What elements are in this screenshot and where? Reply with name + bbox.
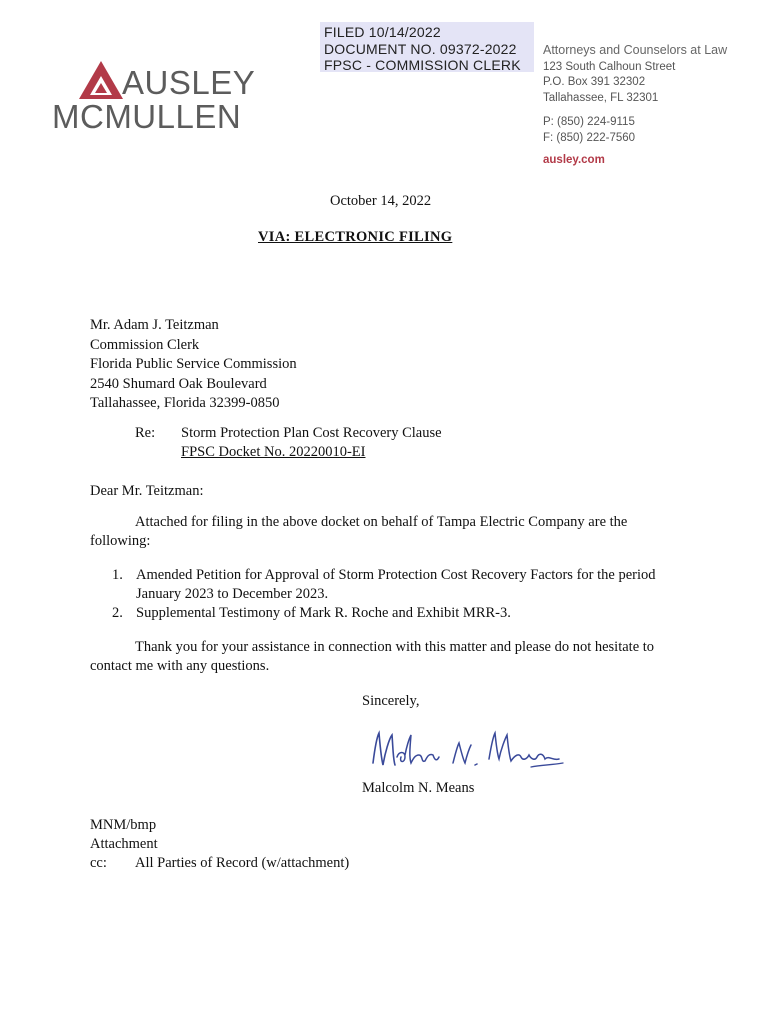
firm-website-link[interactable]: ausley.com [543, 154, 605, 166]
handwritten-signature [365, 725, 575, 777]
body-paragraph-1 [90, 513, 680, 551]
logo-word-ausley: AUSLEY [122, 64, 256, 101]
firm-tagline: Attorneys and Counselors at Law [543, 43, 728, 57]
docket-number: FPSC Docket No. 20220010-EI [181, 444, 366, 460]
logo-mark-icon [76, 60, 126, 100]
list-item-number: 1. [112, 567, 123, 583]
firm-fax: F: (850) 222-7560 [543, 131, 636, 144]
logo-word-mcmullen: MCMULLEN [52, 98, 242, 135]
recipient-line: 2540 Shumard Oak Boulevard [90, 375, 267, 392]
salutation: Dear Mr. Teitzman: [90, 483, 204, 499]
recipient-address [90, 316, 297, 414]
attachment-note: Attachment [90, 836, 158, 852]
stamp-filed-date: FILED 10/14/2022 [324, 24, 441, 40]
re-label: Re: [135, 425, 156, 441]
stamp-clerk: FPSC - COMMISSION CLERK [324, 57, 521, 73]
body-paragraph-2 [90, 638, 680, 676]
attachment-list [112, 566, 682, 623]
list-item [112, 604, 682, 623]
stamp-document-number: DOCUMENT NO. 09372-2022 [324, 40, 517, 57]
paragraph-text: Thank you for your assistance in connection with this matter and please do not hesitate to contact me with any questions. [90, 639, 655, 674]
signer-name: Malcolm N. Means [362, 780, 475, 796]
recipient-line: Tallahassee, Florida 32399-0850 [90, 395, 280, 411]
letter-date: October 14, 2022 [330, 193, 432, 209]
reference-initials [90, 816, 158, 854]
typist-initials: MNM/bmp [90, 817, 157, 833]
list-item [112, 566, 682, 604]
recipient-line: Mr. Adam J. Teitzman [90, 317, 219, 333]
firm-street: 123 South Calhoun Street [543, 60, 676, 73]
recipient-line: Florida Public Service Commission [90, 356, 297, 372]
list-item-number: 2. [112, 605, 123, 621]
re-subject [181, 424, 442, 462]
firm-city: Tallahassee, FL 32301 [543, 91, 659, 104]
firm-pobox: P.O. Box 391 32302 [543, 76, 646, 88]
recipient-line: Commission Clerk [90, 336, 200, 353]
closing: Sincerely, [362, 693, 420, 709]
firm-contact-block [543, 43, 727, 169]
firm-logo [52, 60, 262, 140]
cc-recipients: All Parties of Record (w/attachment) [135, 855, 350, 871]
paragraph-text: Attached for filing in the above docket on behalf of Tampa Electric Company are the following: [90, 514, 628, 549]
list-item-text: Amended Petition for Approval of Storm Protection Cost Recovery Factors for the period January 2023 to December 2023. [136, 567, 656, 602]
list-item-text: Supplemental Testimony of Mark R. Roche and Exhibit MRR-3. [136, 605, 511, 621]
delivery-method: VIA: ELECTRONIC FILING [258, 229, 453, 245]
cc-label: cc: [90, 855, 107, 871]
filing-stamp [320, 22, 534, 72]
firm-phone: P: (850) 224-9115 [543, 116, 635, 128]
re-subject-line: Storm Protection Plan Cost Recovery Clause [181, 425, 442, 441]
